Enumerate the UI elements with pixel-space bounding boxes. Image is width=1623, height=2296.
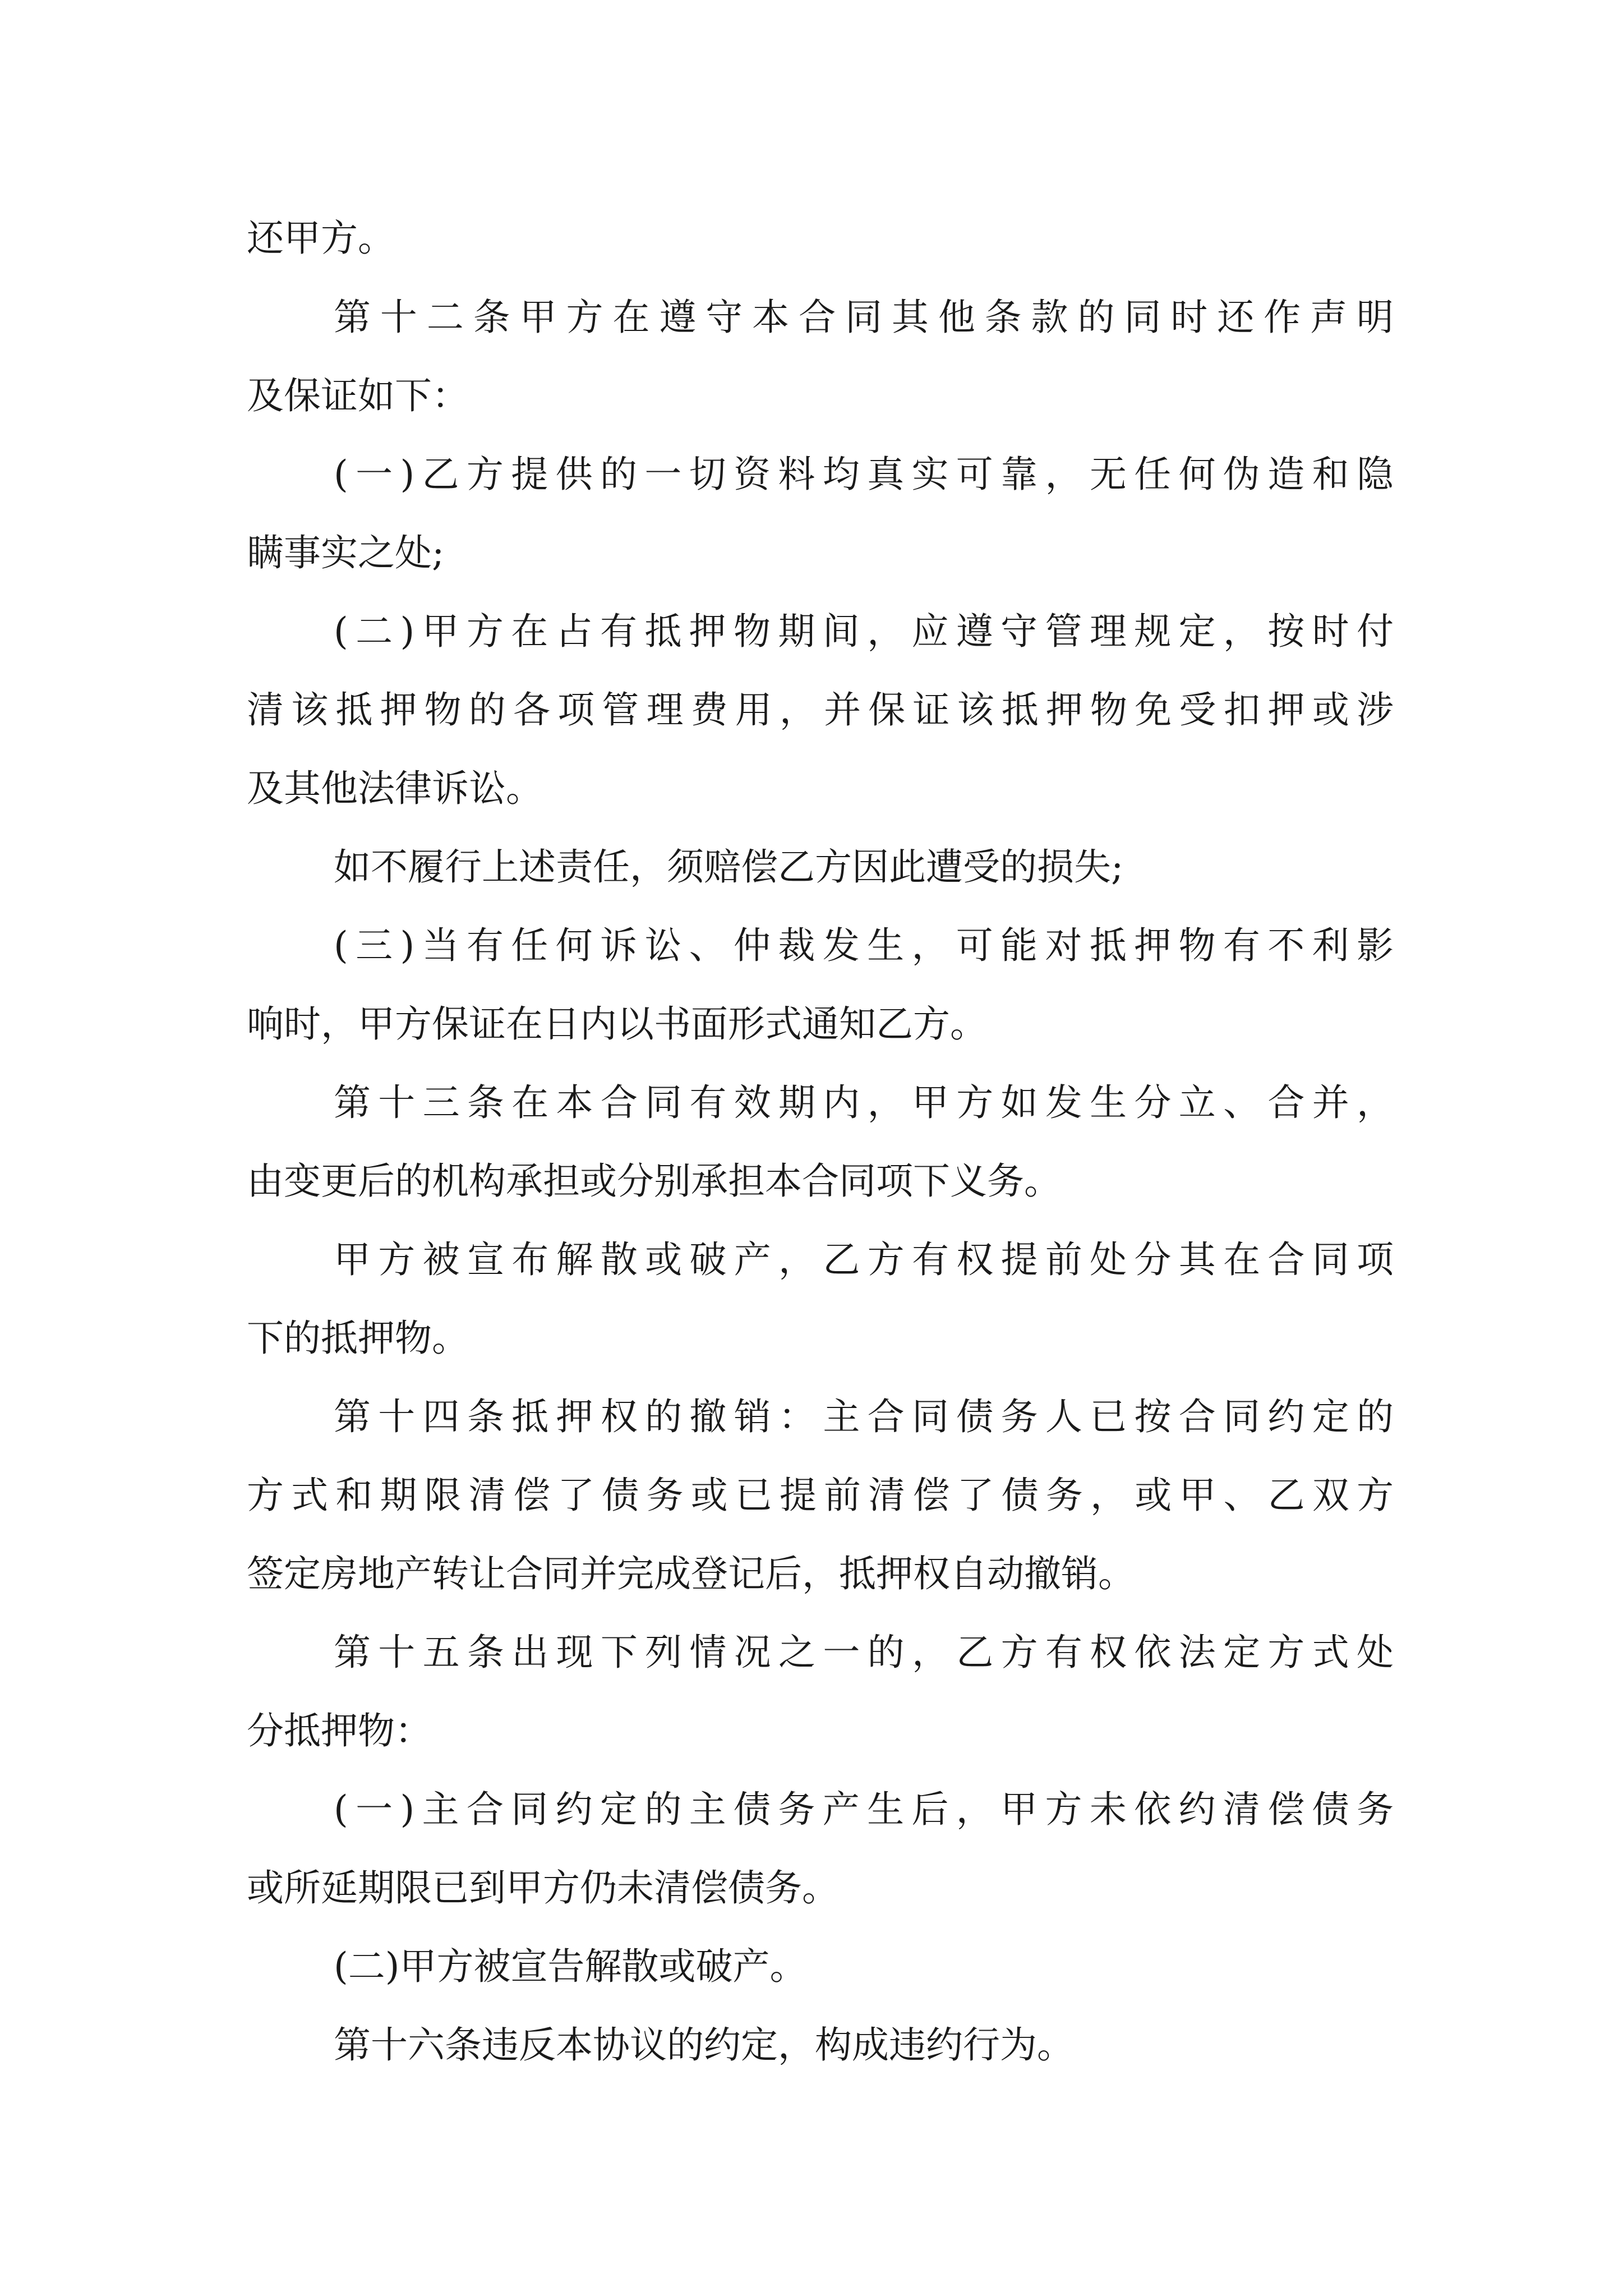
text-line: 及保证如下：	[247, 374, 469, 417]
text-line: 第十三条在本合同有效期内，甲方如发生分立、合并，	[334, 1081, 1394, 1124]
text-line: 第十五条出现下列情况之一的，乙方有权依法定方式处	[334, 1631, 1394, 1674]
text-line: 第十四条抵押权的撤销：主合同债务人已按合同约定的	[334, 1395, 1394, 1438]
text-line: (二)甲方被宣告解散或破产。	[334, 1945, 807, 1988]
text-line: 方式和期限清偿了债务或已提前清偿了债务，或甲、乙双方	[247, 1474, 1394, 1517]
text-line: 如不履行上述责任，须赔偿乙方因此遭受的损失;	[334, 845, 1124, 889]
text-line: 由变更后的机构承担或分别承担本合同项下义务。	[247, 1159, 1061, 1203]
text-line: (二)甲方在占有抵押物期间，应遵守管理规定，按时付	[334, 610, 1394, 653]
text-line: 清该抵押物的各项管理费用，并保证该抵押物免受扣押或涉	[247, 688, 1394, 731]
text-line: 还甲方。	[247, 217, 395, 260]
text-line: 签定房地产转让合同并完成登记后，抵押权自动撤销。	[247, 1552, 1135, 1595]
text-line: 响时，甲方保证在日内以书面形式通知乙方。	[247, 1002, 987, 1046]
text-line: 第十六条违反本协议的约定，构成违约行为。	[334, 2023, 1074, 2067]
text-line: 第十二条甲方在遵守本合同其他条款的同时还作声明	[334, 296, 1394, 339]
text-line: 或所延期限已到甲方仍未清偿债务。	[247, 1866, 839, 1910]
text-line: 下的抵押物。	[247, 1317, 469, 1360]
text-line: 分抵押物：	[247, 1709, 432, 1752]
text-line: 瞒事实之处;	[247, 531, 445, 574]
text-line: (一)乙方提供的一切资料均真实可靠，无任何伪造和隐	[334, 453, 1394, 496]
text-line: (三)当有任何诉讼、仲裁发生，可能对抵押物有不利影	[334, 924, 1394, 967]
text-line: (一)主合同约定的主债务产生后，甲方未依约清偿债务	[334, 1788, 1394, 1831]
text-line: 甲方被宣布解散或破产，乙方有权提前处分其在合同项	[334, 1238, 1394, 1281]
text-line: 及其他法律诉讼。	[247, 767, 543, 810]
